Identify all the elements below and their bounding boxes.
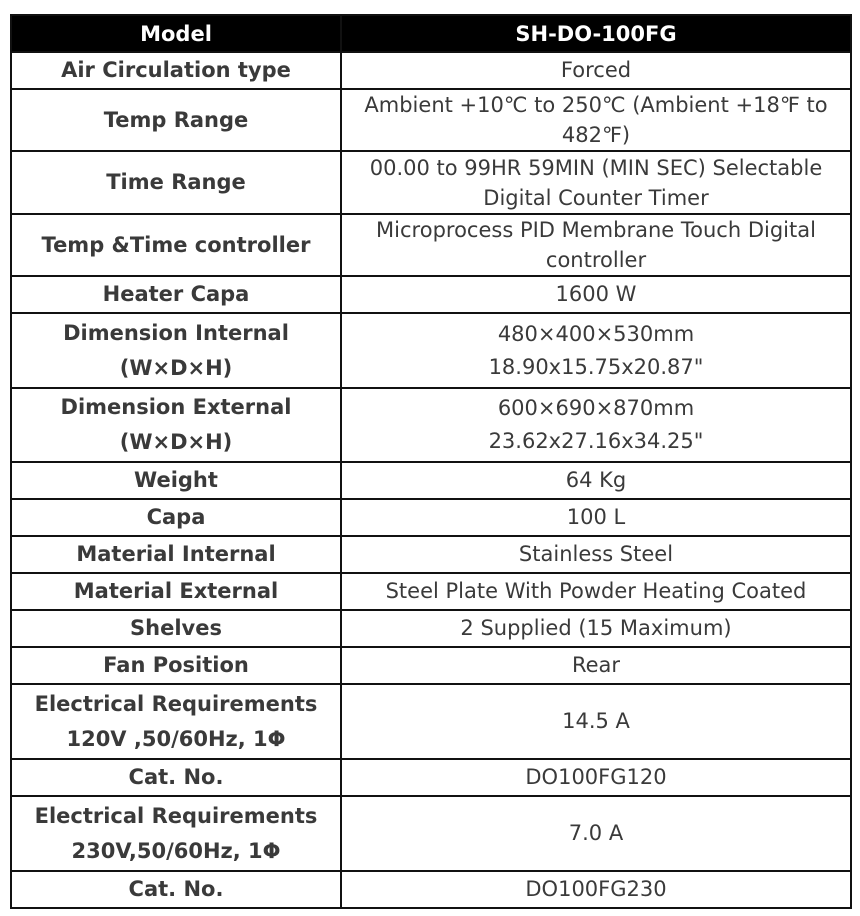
spec-value-cell: [341, 276, 851, 313]
spec-label-cell: [11, 796, 341, 871]
spec-table-body: [11, 52, 851, 908]
spec-value-text: 480×400×530mm: [497, 321, 695, 346]
table-row: [11, 759, 851, 796]
spec-label-cell: [11, 151, 341, 214]
spec-label-cell: [11, 610, 341, 647]
spec-value-text: 2 Supplied (15 Maximum): [460, 616, 732, 640]
table-header-row: [11, 15, 851, 52]
table-row: [11, 462, 851, 499]
spec-value-text: 64 Kg: [565, 468, 627, 492]
spec-value-cell: [341, 796, 851, 871]
spec-value-cell: [341, 759, 851, 796]
spec-label-text: Electrical Requirements: [34, 803, 318, 828]
spec-label-cell: [11, 871, 341, 908]
spec-table: [10, 14, 852, 909]
table-row: [11, 536, 851, 573]
spec-value-text: DO100FG230: [525, 877, 667, 901]
table-row: [11, 388, 851, 462]
spec-label-text: Fan Position: [103, 653, 249, 677]
spec-value-cell: [341, 462, 851, 499]
spec-value-cell: [341, 610, 851, 647]
spec-value-text: Ambient +10℃ to 250℃ (Ambient +18℉ to 482℉): [364, 93, 828, 147]
spec-value-cell: [341, 499, 851, 536]
spec-label-cell: [11, 388, 341, 462]
spec-label-cell: [11, 573, 341, 610]
spec-label-text: Dimension Internal: [63, 320, 289, 345]
spec-table-container: [10, 14, 852, 909]
spec-label-text: (W×D×H): [119, 430, 233, 454]
spec-value-cell: [341, 52, 851, 89]
spec-value-text: 600×690×870mm: [497, 396, 695, 420]
spec-value-text: 1600 W: [555, 282, 637, 306]
spec-label-text: Heater Capa: [102, 282, 250, 306]
table-row: [11, 276, 851, 313]
spec-label-cell: [11, 52, 341, 89]
table-row: [11, 796, 851, 871]
spec-value-text: Rear: [571, 653, 621, 677]
spec-value-text: Forced: [560, 58, 632, 82]
spec-label-cell: [11, 214, 341, 276]
spec-value-text: 7.0 A: [568, 821, 624, 845]
spec-value-text: 00.00 to 99HR 59MIN (MIN SEC) Selectable Digital Counter Timer: [369, 155, 823, 210]
spec-label-cell: [11, 536, 341, 573]
spec-value-cell: [341, 647, 851, 684]
table-row: [11, 151, 851, 214]
spec-value-cell: [341, 573, 851, 610]
spec-label-text: Weight: [134, 468, 218, 492]
spec-label-text: Dimension External: [60, 395, 292, 419]
spec-label-text: Shelves: [130, 616, 222, 640]
header-label-cell: Model: [11, 15, 341, 52]
spec-label-text: Temp &Time controller: [41, 232, 311, 257]
spec-value-cell: [341, 89, 851, 151]
spec-label-cell: [11, 499, 341, 536]
spec-label-cell: [11, 647, 341, 684]
table-row: [11, 610, 851, 647]
spec-value-cell: [341, 151, 851, 214]
table-row: [11, 573, 851, 610]
table-row: [11, 52, 851, 89]
spec-label-cell: [11, 89, 341, 151]
spec-value-cell: [341, 871, 851, 908]
table-row: [11, 214, 851, 276]
spec-label-cell: [11, 313, 341, 388]
spec-label-cell: [11, 462, 341, 499]
spec-value-text: Microprocess PID Membrane Touch Digital controller: [376, 218, 816, 272]
spec-value-cell: [341, 214, 851, 276]
spec-label-text: Electrical Requirements: [34, 691, 318, 716]
table-row: [11, 313, 851, 388]
spec-value-text: Steel Plate With Powder Heating Coated: [385, 579, 807, 603]
table-row: [11, 871, 851, 908]
spec-value-text: Stainless Steel: [518, 542, 674, 566]
spec-value-cell: [341, 388, 851, 462]
spec-label-text: Cat. No.: [128, 765, 224, 789]
spec-label-text: Material Internal: [76, 542, 276, 566]
spec-value-text: 23.62x27.16x34.25": [488, 429, 704, 453]
spec-label-text: Capa: [146, 505, 206, 529]
spec-label-text: Material External: [73, 579, 279, 603]
header-value-cell: SH-DO-100FG: [341, 15, 851, 52]
spec-label-text: Time Range: [106, 170, 246, 194]
table-row: [11, 499, 851, 536]
spec-label-text: (W×D×H): [119, 355, 233, 380]
spec-label-cell: [11, 684, 341, 759]
spec-value-text: 100 L: [566, 505, 626, 529]
spec-label-text: Temp Range: [103, 107, 249, 132]
spec-value-text: 14.5 A: [562, 709, 630, 733]
spec-label-text: Air Circulation type: [61, 58, 291, 82]
table-row: [11, 684, 851, 759]
spec-value-text: DO100FG120: [525, 765, 667, 789]
spec-label-text: 230V,50/60Hz, 1Φ: [71, 838, 281, 863]
spec-label-cell: [11, 759, 341, 796]
spec-label-text: 120V ,50/60Hz, 1Φ: [66, 726, 286, 751]
spec-label-cell: [11, 276, 341, 313]
spec-value-cell: [341, 684, 851, 759]
spec-label-text: Cat. No.: [128, 877, 224, 901]
table-row: [11, 647, 851, 684]
table-row: [11, 89, 851, 151]
spec-value-cell: [341, 536, 851, 573]
spec-value-text: 18.90x15.75x20.87": [488, 354, 704, 379]
spec-value-cell: [341, 313, 851, 388]
